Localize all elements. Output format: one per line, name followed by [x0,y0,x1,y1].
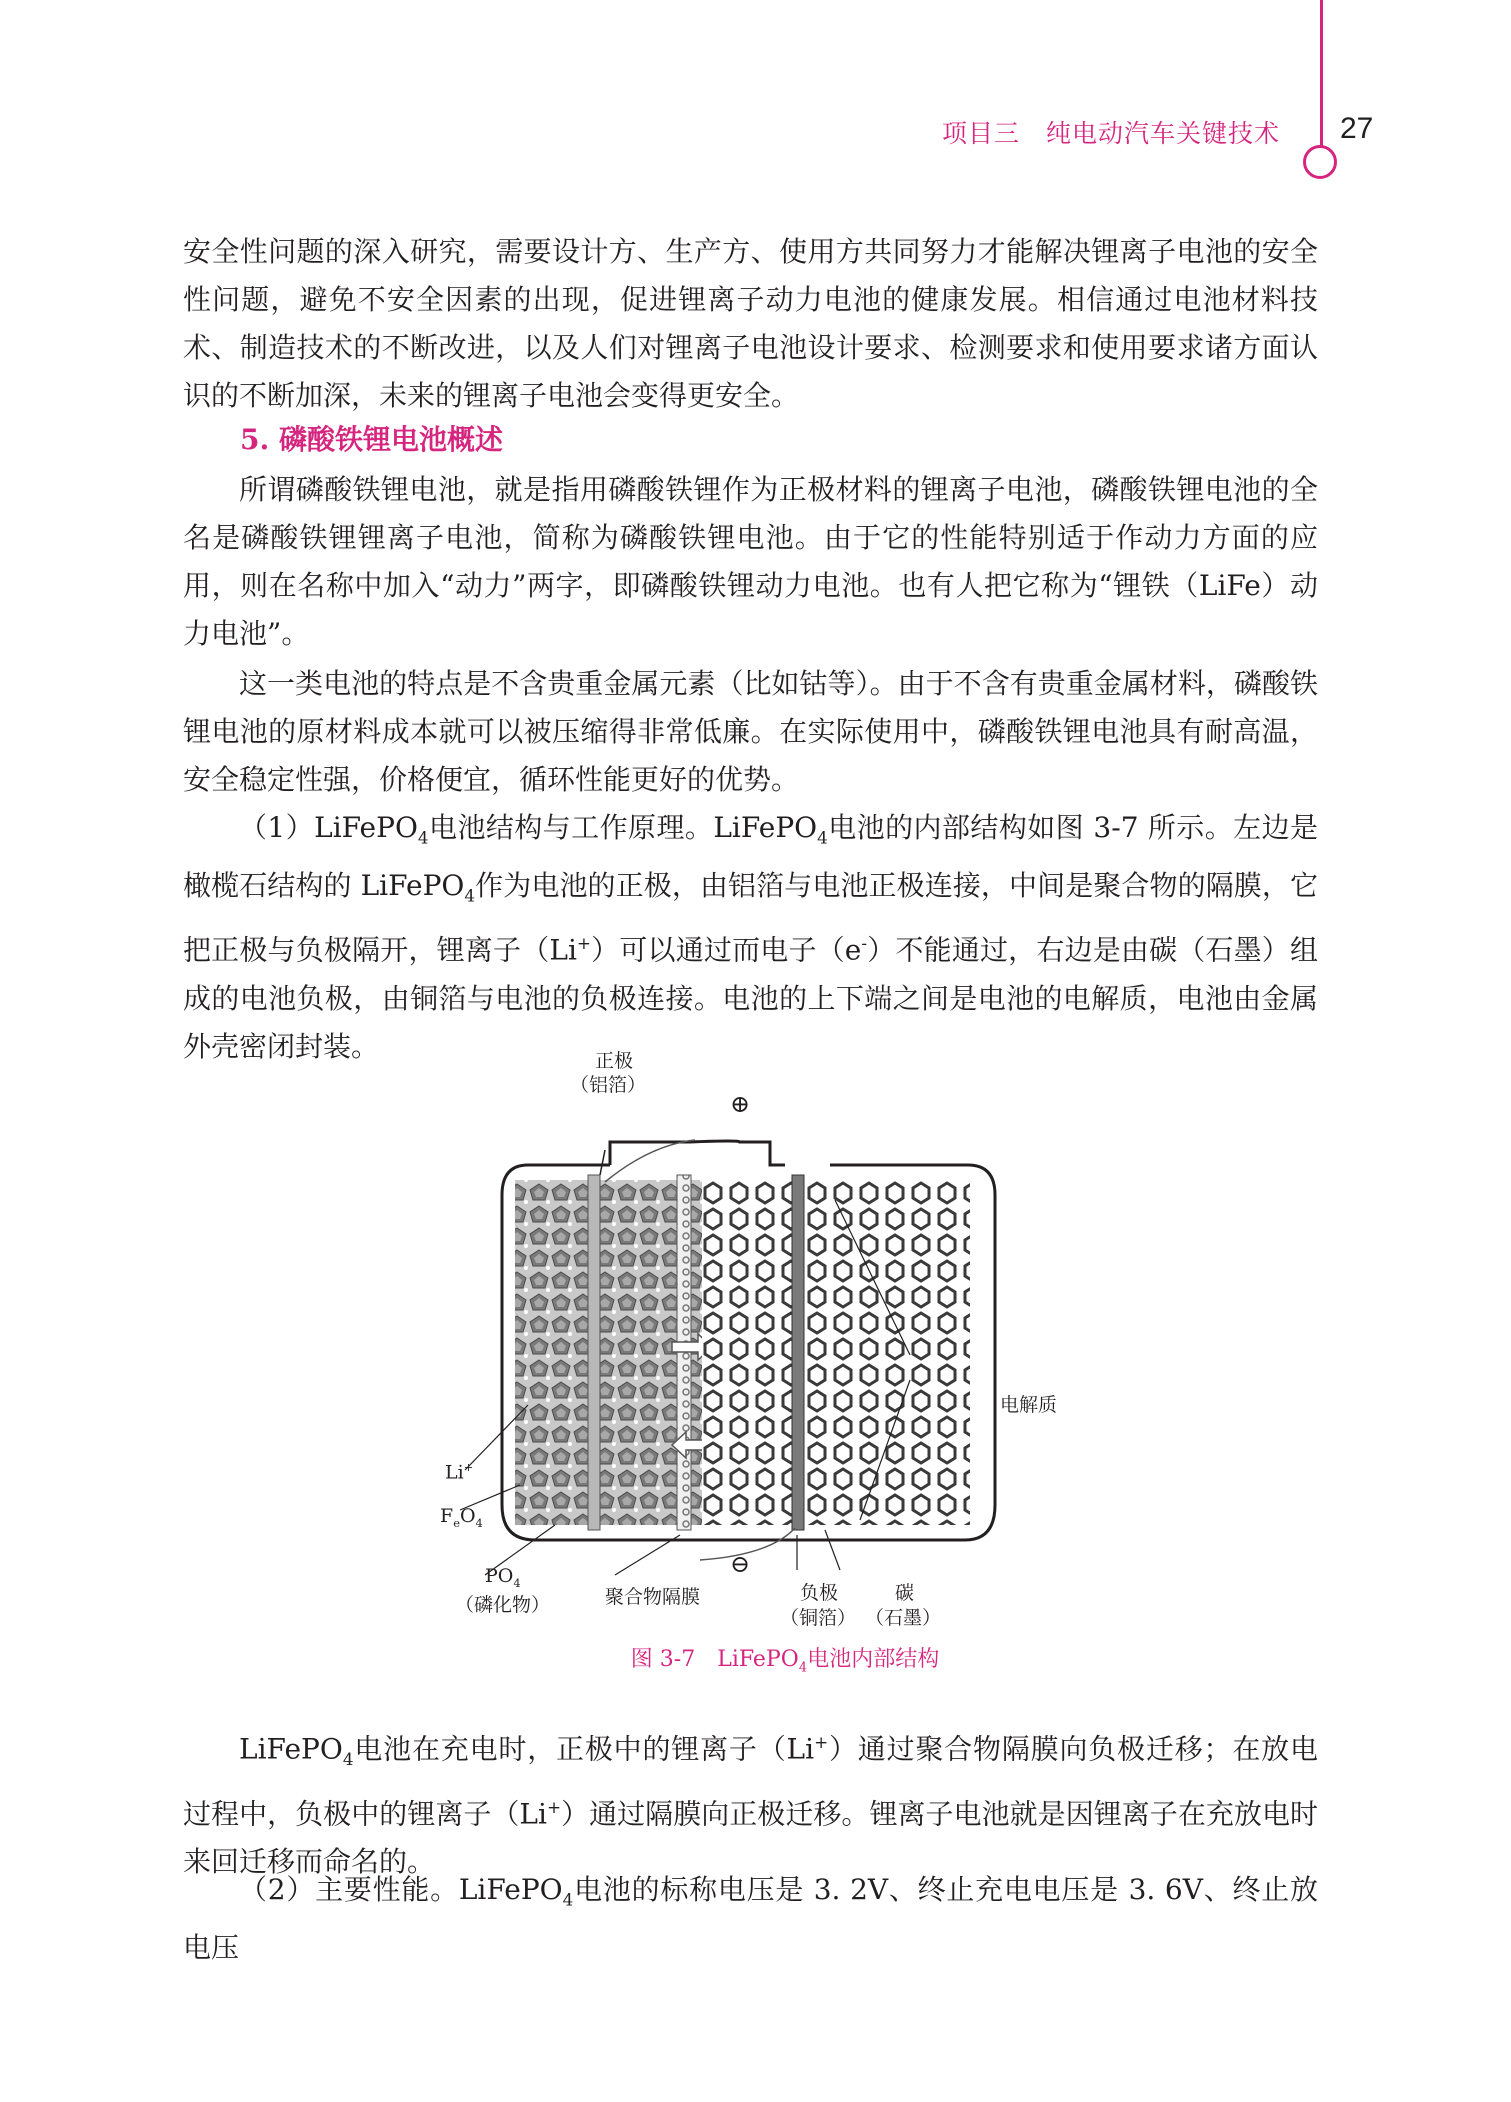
label-positive-electrode: 正极 [595,1050,634,1072]
plus-terminal-icon: ⊕ [730,1090,751,1118]
label-graphite: （石墨） [865,1607,942,1629]
page-number: 27 [1340,112,1374,145]
label-electrolyte: 电解质 [1000,1394,1058,1416]
aluminum-foil-collector [588,1175,600,1530]
paragraph-safety: 安全性问题的深入研究，需要设计方、生产方、使用方共同努力才能解决锂离子电池的安全性问题，避免不安全因素的出现，促进锂离子动力电池的健康发展。相信通过电池材料技术、制造技术的不断改进，以及人们对锂离子电池设计要求、检测要求和使用要求诸方面认识的不断加深，未来的锂离子电池会变得更安全。 [183,235,1318,412]
label-li-ion: Li+ [445,1460,474,1484]
label-aluminum-foil: （铝箔） [570,1074,647,1096]
paragraph-features: 这一类电池的特点是不含贵重金属元素（比如钴等）。由于不含有贵重金属材料，磷酸铁锂电池的原材料成本就可以被压缩得非常低廉。在实际使用中，磷酸铁锂电池具有耐高温，安全稳定性强，价格便宜，循环性能更好的优势。 [183,667,1318,796]
anode-graphite [702,1180,970,1525]
battery-structure-figure [440,1050,1058,1629]
copper-foil-collector [792,1175,804,1530]
label-polymer-separator: 聚合物隔膜 [605,1586,701,1608]
figure-caption: 图 3-7 LiFePO$_4$电池内部结构 [630,1647,940,1676]
battery-diagram [440,1050,1040,1610]
paragraph-performance: （2）主要性能。LiFePO$_4$电池的标称电压是 3. 2V、终止充电电压是 3. 6V、终止放电压 [183,1873,1318,1964]
paragraph-definition: 所谓磷酸铁锂电池，就是指用磷酸铁锂作为正极材料的锂离子电池，磷酸铁锂电池的全名是磷酸铁锂锂离子电池，简称为磷酸铁锂电池。由于它的性能特别适于作动力方面的应用，则在名称中加入“动力”两字，即磷酸铁锂动力电池。也有人把它称为“锂铁（LiFe）动力电池”。 [183,473,1318,650]
paragraph-charging: LiFePO$_4$电池在充电时，正极中的锂离子（Li+）通过聚合物隔膜向负极迁移；在放电过程中，负极中的锂离子（Li+）通过隔膜向正极迁移。锂离子电池就是因锂离子在充放电时来回迁移而命名的。 [183,1732,1318,1879]
header-rule [1320,0,1323,150]
label-negative-electrode: 负极 [800,1582,839,1604]
running-head: 项目三 纯电动汽车关键技术 [941,119,1280,148]
paragraph-structure: （1）LiFePO$_4$电池结构与工作原理。LiFePO$_4$电池的内部结构如图 3-7 所示。左边是橄榄石结构的 LiFePO$_4$作为电池的正极，由铝箔与电池正极连接，中间是聚合物的隔膜，它把正极与负极隔开，锂离子（Li+）可以通过而电子（e-）不能通过，右边是由碳（石墨）组成的电池负极，由铜箔与电池的负极连接。电池的上下端之间是电池的电解质，电池由金属外壳密闭封装。 [183,811,1318,1063]
label-phosphide: （磷化物） [455,1594,551,1616]
label-carbon: 碳 [895,1582,915,1604]
header-circle-ornament [1303,145,1337,179]
label-feo4: $F_eO_4$ [440,1505,483,1530]
label-copper-foil: （铜箔） [780,1607,857,1629]
minus-terminal-icon: ⊖ [730,1550,751,1578]
section-heading: 5. 磷酸铁锂电池概述 [240,423,503,456]
positive-terminal [610,1141,785,1165]
label-po4: $PO_4$ [485,1565,521,1590]
